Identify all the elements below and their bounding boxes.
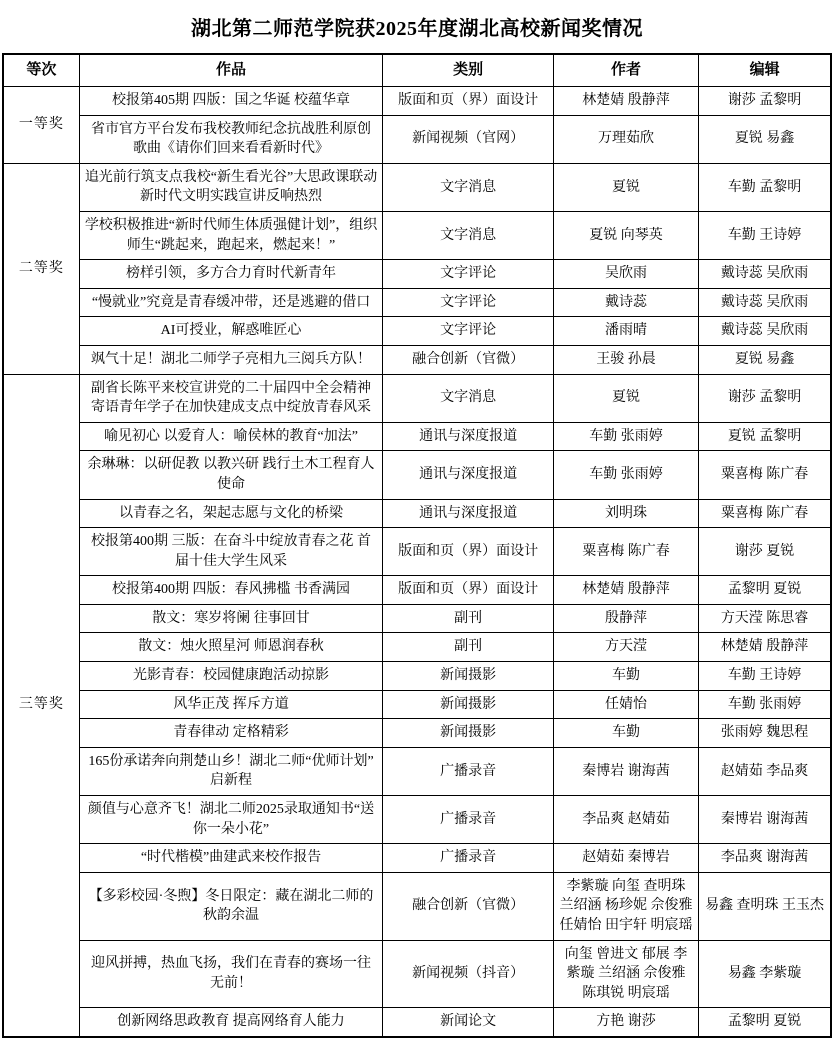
category-cell: 新闻摄影 (383, 719, 553, 748)
category-cell: 副刊 (383, 604, 553, 633)
category-cell: 新闻摄影 (383, 690, 553, 719)
category-cell: 通讯与深度报道 (383, 422, 553, 451)
table-row (3, 288, 831, 317)
author-cell: 吴欣雨 (553, 260, 698, 289)
work-cell: AI可授业，解惑唯匠心 (79, 317, 383, 346)
author-cell: 夏锐 (553, 163, 698, 211)
editor-cell: 易鑫 查明珠 王玉杰 (699, 872, 831, 940)
category-cell: 新闻视频（官网） (383, 115, 553, 163)
table-row (3, 662, 831, 691)
work-cell: 校报第400期 四版：春风拂槛 书香满园 (79, 576, 383, 605)
table-row (3, 374, 831, 422)
category-cell: 版面和页（界）面设计 (383, 576, 553, 605)
table-row (3, 345, 831, 374)
editor-cell: 戴诗蕊 吴欣雨 (699, 260, 831, 289)
category-cell: 版面和页（界）面设计 (383, 87, 553, 116)
category-cell: 融合创新（官微） (383, 872, 553, 940)
category-cell: 广播录音 (383, 796, 553, 844)
category-cell: 通讯与深度报道 (383, 499, 553, 528)
author-cell: 夏锐 向琴英 (553, 211, 698, 259)
category-cell: 文字评论 (383, 260, 553, 289)
table-row (3, 747, 831, 795)
category-cell: 融合创新（官微） (383, 345, 553, 374)
author-cell: 方艳 谢莎 (553, 1008, 698, 1037)
editor-cell: 孟黎明 夏锐 (699, 1008, 831, 1037)
author-cell: 车勤 (553, 662, 698, 691)
editor-cell: 夏锐 易鑫 (699, 345, 831, 374)
author-cell: 夏锐 (553, 374, 698, 422)
table-row (3, 87, 831, 116)
table-row (3, 451, 831, 499)
table-row (3, 796, 831, 844)
col-header-rank: 等次 (3, 54, 79, 87)
editor-cell: 谢莎 孟黎明 (699, 87, 831, 116)
editor-cell: 李品爽 谢海茜 (699, 844, 831, 873)
page-title: 湖北第二师范学院获2025年度湖北高校新闻奖情况 (191, 18, 643, 40)
col-header-editor: 编辑 (699, 54, 831, 87)
editor-cell: 粟喜梅 陈广春 (699, 451, 831, 499)
table-row (3, 844, 831, 873)
editor-cell: 秦博岩 谢海茜 (699, 796, 831, 844)
category-cell: 广播录音 (383, 844, 553, 873)
table-row (3, 576, 831, 605)
work-cell: 创新网络思政教育 提高网络育人能力 (79, 1008, 383, 1037)
editor-cell: 戴诗蕊 吴欣雨 (699, 317, 831, 346)
table-row (3, 872, 831, 940)
category-cell: 文字消息 (383, 374, 553, 422)
editor-cell: 孟黎明 夏锐 (699, 576, 831, 605)
awards-table (2, 53, 832, 1038)
category-cell: 文字评论 (383, 317, 553, 346)
author-cell: 车勤 (553, 719, 698, 748)
col-header-work: 作品 (79, 54, 383, 87)
work-cell: 【多彩校园·冬煦】冬日限定：藏在湖北二师的秋韵余温 (79, 872, 383, 940)
editor-cell: 易鑫 李紫璇 (699, 940, 831, 1008)
work-cell: 追光前行筑支点我校“新生看光谷”大思政课联动新时代文明实践宣讲反响热烈 (79, 163, 383, 211)
editor-cell: 谢莎 孟黎明 (699, 374, 831, 422)
rank-cell: 一等奖 (3, 87, 79, 164)
author-cell: 戴诗蕊 (553, 288, 698, 317)
table-row (3, 317, 831, 346)
author-cell: 粟喜梅 陈广春 (553, 528, 698, 576)
author-cell: 潘雨晴 (553, 317, 698, 346)
editor-cell: 张雨婷 魏思程 (699, 719, 831, 748)
table-row (3, 604, 831, 633)
col-header-category: 类别 (383, 54, 553, 87)
category-cell: 新闻论文 (383, 1008, 553, 1037)
table-row (3, 163, 831, 211)
table-row (3, 422, 831, 451)
work-cell: 以青春之名，架起志愿与文化的桥梁 (79, 499, 383, 528)
work-cell: 散文：寒岁将阑 往事回甘 (79, 604, 383, 633)
category-cell: 新闻摄影 (383, 662, 553, 691)
table-row (3, 211, 831, 259)
table-row (3, 690, 831, 719)
author-cell: 李紫璇 向玺 查明珠 兰绍涵 杨珍妮 佘俊雅 任婧怡 田宇轩 明宸瑶 (553, 872, 698, 940)
category-cell: 文字消息 (383, 211, 553, 259)
work-cell: 风华正茂 挥斥方道 (79, 690, 383, 719)
header-row (3, 54, 831, 87)
work-cell: 光影青春：校园健康跑活动掠影 (79, 662, 383, 691)
author-cell: 秦博岩 谢海茜 (553, 747, 698, 795)
author-cell: 殷静萍 (553, 604, 698, 633)
rank-cell: 二等奖 (3, 163, 79, 374)
category-cell: 新闻视频（抖音） (383, 940, 553, 1008)
work-cell: 飒气十足！湖北二师学子亮相九三阅兵方队！ (79, 345, 383, 374)
table-row (3, 499, 831, 528)
category-cell: 文字消息 (383, 163, 553, 211)
editor-cell: 夏锐 易鑫 (699, 115, 831, 163)
author-cell: 万理茹欣 (553, 115, 698, 163)
work-cell: “慢就业”究竟是青春缓冲带，还是逃避的借口 (79, 288, 383, 317)
editor-cell: 车勤 王诗婷 (699, 662, 831, 691)
category-cell: 通讯与深度报道 (383, 451, 553, 499)
author-cell: 林楚婧 殷静萍 (553, 87, 698, 116)
work-cell: 学校积极推进“新时代师生体质强健计划”，组织师生“跳起来，跑起来，燃起来！” (79, 211, 383, 259)
category-cell: 版面和页（界）面设计 (383, 528, 553, 576)
work-cell: 榜样引领，多方合力育时代新青年 (79, 260, 383, 289)
category-cell: 广播录音 (383, 747, 553, 795)
work-cell: 青春律动 定格精彩 (79, 719, 383, 748)
work-cell: 校报第400期 三版：在奋斗中绽放青春之花 首届十佳大学生风采 (79, 528, 383, 576)
editor-cell: 粟喜梅 陈广春 (699, 499, 831, 528)
author-cell: 赵婧茹 秦博岩 (553, 844, 698, 873)
work-cell: 散文：烛火照星河 师恩润春秋 (79, 633, 383, 662)
table-row (3, 940, 831, 1008)
work-cell: 校报第405期 四版：国之华诞 校蕴华章 (79, 87, 383, 116)
work-cell: 喻见初心 以爱育人：喻侯林的教育“加法” (79, 422, 383, 451)
category-cell: 副刊 (383, 633, 553, 662)
work-cell: 省市官方平台发布我校教师纪念抗战胜利原创歌曲《请你们回来看看新时代》 (79, 115, 383, 163)
table-row (3, 528, 831, 576)
table-row (3, 633, 831, 662)
editor-cell: 赵婧茹 李品爽 (699, 747, 831, 795)
editor-cell: 方天滢 陈思睿 (699, 604, 831, 633)
table-row (3, 1008, 831, 1037)
editor-cell: 戴诗蕊 吴欣雨 (699, 288, 831, 317)
author-cell: 向玺 曾进文 郁展 李紫璇 兰绍涵 佘俊雅 陈琪锐 明宸瑶 (553, 940, 698, 1008)
editor-cell: 夏锐 孟黎明 (699, 422, 831, 451)
category-cell: 文字评论 (383, 288, 553, 317)
author-cell: 车勤 张雨婷 (553, 451, 698, 499)
work-cell: 余琳琳：以研促教 以教兴研 践行土木工程育人使命 (79, 451, 383, 499)
author-cell: 车勤 张雨婷 (553, 422, 698, 451)
author-cell: 王骏 孙晨 (553, 345, 698, 374)
rank-cell: 三等奖 (3, 374, 79, 1037)
work-cell: 165份承诺奔向荆楚山乡！湖北二师“优师计划”启新程 (79, 747, 383, 795)
author-cell: 方天滢 (553, 633, 698, 662)
editor-cell: 林楚婧 殷静萍 (699, 633, 831, 662)
table-row (3, 719, 831, 748)
col-header-author: 作者 (553, 54, 698, 87)
editor-cell: 车勤 张雨婷 (699, 690, 831, 719)
work-cell: “时代楷模”曲建武来校作报告 (79, 844, 383, 873)
awards-table-body (3, 87, 831, 1037)
editor-cell: 谢莎 夏锐 (699, 528, 831, 576)
table-row (3, 260, 831, 289)
work-cell: 迎风拼搏，热血飞扬，我们在青春的赛场一往无前！ (79, 940, 383, 1008)
author-cell: 任婧怡 (553, 690, 698, 719)
author-cell: 李品爽 赵婧茹 (553, 796, 698, 844)
work-cell: 副省长陈平来校宣讲党的二十届四中全会精神 寄语青年学子在加快建成支点中绽放青春风采 (79, 374, 383, 422)
author-cell: 林楚婧 殷静萍 (553, 576, 698, 605)
work-cell: 颜值与心意齐飞！湖北二师2025录取通知书“送你一朵小花” (79, 796, 383, 844)
editor-cell: 车勤 孟黎明 (699, 163, 831, 211)
table-row (3, 115, 831, 163)
editor-cell: 车勤 王诗婷 (699, 211, 831, 259)
author-cell: 刘明珠 (553, 499, 698, 528)
